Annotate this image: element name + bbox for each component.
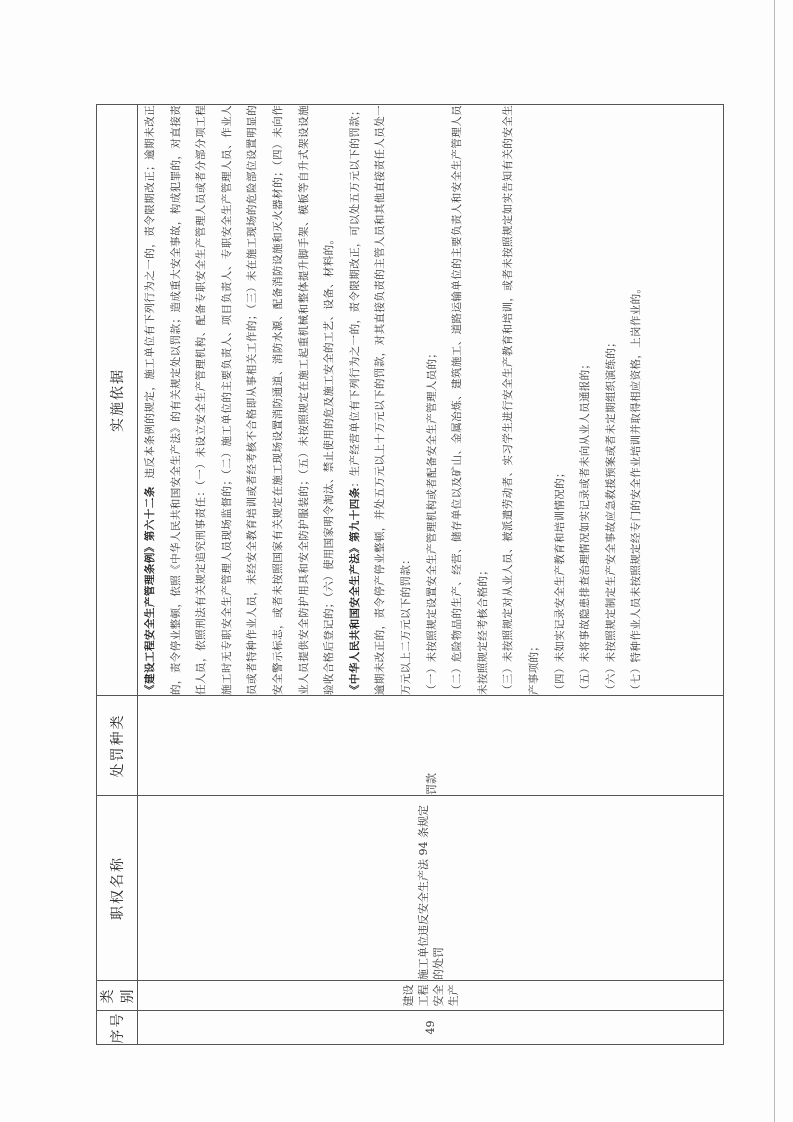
basis-item: （四）未如实记录安全生产教育和培训情况的；	[553, 467, 566, 695]
basis-item: （三）未按照规定对从业人员、被派遣劳动者、实习学生进行安全生产教育和培训，或者未按照规定如实告知有关的安全生产事项的；	[502, 105, 540, 695]
header-row	[97, 105, 138, 1045]
header-no: 序号	[97, 1011, 138, 1045]
law-text-1: 违反本条例的规定，施工单位有下列行为之一的，责令限期改正；逾期未改正的，责令停业整顿，依照《中华人民共和国安全生产法》的有关规定处以罚款；造成重大安全事故，构成犯罪的，对直接责任人员，依照刑法有关规定追究刑事责任：（一）未设立安全生产管理机构、配备专职安全生产管理人员或者分部分项工程施工时无专职安全生产管理人员现场监督的；（二）施工单位的主要负责人、项目负责人、专职安全生产管理人员、作业人员或者特种作业人员，未经安全教育培训或者经考核不合格即从事相关工作的；（三）未在施工现场的危险部位设置明显的安全警示标志，或者未按照国家有关规定在施工现场设置消防通道、消防水源、配备消防设施和灭火器材的；（四）未向作业人员提供安全防护用具和安全防护服装的；（五）未按照规定在施工起重机械和整体提升脚手架、模板等自升式架设设施验收合格后登记的；（六）使用国家明令淘汰、禁止使用的危及施工安全的工艺、设备、材料的。	[144, 105, 336, 695]
row-category	[138, 981, 724, 1011]
basis-item: （二）危险物品的生产、经营、储存单位以及矿山、金属冶炼、建筑施工、道路运输单位的主要负责人和安全生产管理人员未按照规定经考核合格的；	[451, 105, 489, 695]
law-text-2: ：生产经营单位有下列行为之一的，责令限期改正，可以处五万元以下的罚款；逾期未改正的，责令停产停业整顿，并处五万元以上十万元以下的罚款，对其直接负责的主管人员和其他直接责任人员处一万元以上二万元以下的罚款：	[348, 105, 412, 695]
basis-item: （五）未将事故隐患排查治理情况如实记录或者未向从业人员通报的；	[579, 358, 592, 695]
row-basis	[138, 105, 724, 696]
row-authority-name: 施工单位违反安全生产法 94 条规定的处罚	[138, 796, 724, 981]
basis-item: （六）未按照规定制定生产安全事故应急救援预案或者未定期组织演练的；	[604, 336, 617, 695]
law-title-2: 《中华人民共和国安全生产法》第九十四条	[348, 487, 361, 695]
row-number: 49	[138, 1011, 724, 1045]
category-line: 安全	[431, 984, 445, 1007]
penalty-table	[96, 104, 724, 1045]
basis-paragraph-1	[138, 105, 343, 695]
header-category: 类别	[97, 981, 138, 1011]
category-line: 生产	[446, 984, 460, 1007]
category-line: 建设	[401, 984, 415, 1007]
header-basis: 实施依据	[97, 105, 138, 696]
scan-edge-line	[774, 0, 775, 1122]
basis-item: （一）未按照规定设置安全生产管理机构或者配备安全生产管理人员的；	[425, 347, 438, 695]
law-title-1: 《建设工程安全生产管理条例》第六十二条	[144, 486, 156, 695]
basis-paragraph-2	[343, 105, 420, 695]
basis-item: （七）特种作业人员未按照规定经专门的安全作业培训并取得相应资格，上岗作业的。	[630, 282, 643, 695]
header-name: 职权名称	[97, 796, 138, 981]
rotated-table-wrapper	[96, 105, 724, 1045]
table-row	[138, 105, 724, 1045]
row-penalty-type: 罚款	[138, 696, 724, 796]
header-penalty-type: 处罚种类	[97, 696, 138, 796]
category-line: 工程	[416, 984, 430, 1007]
